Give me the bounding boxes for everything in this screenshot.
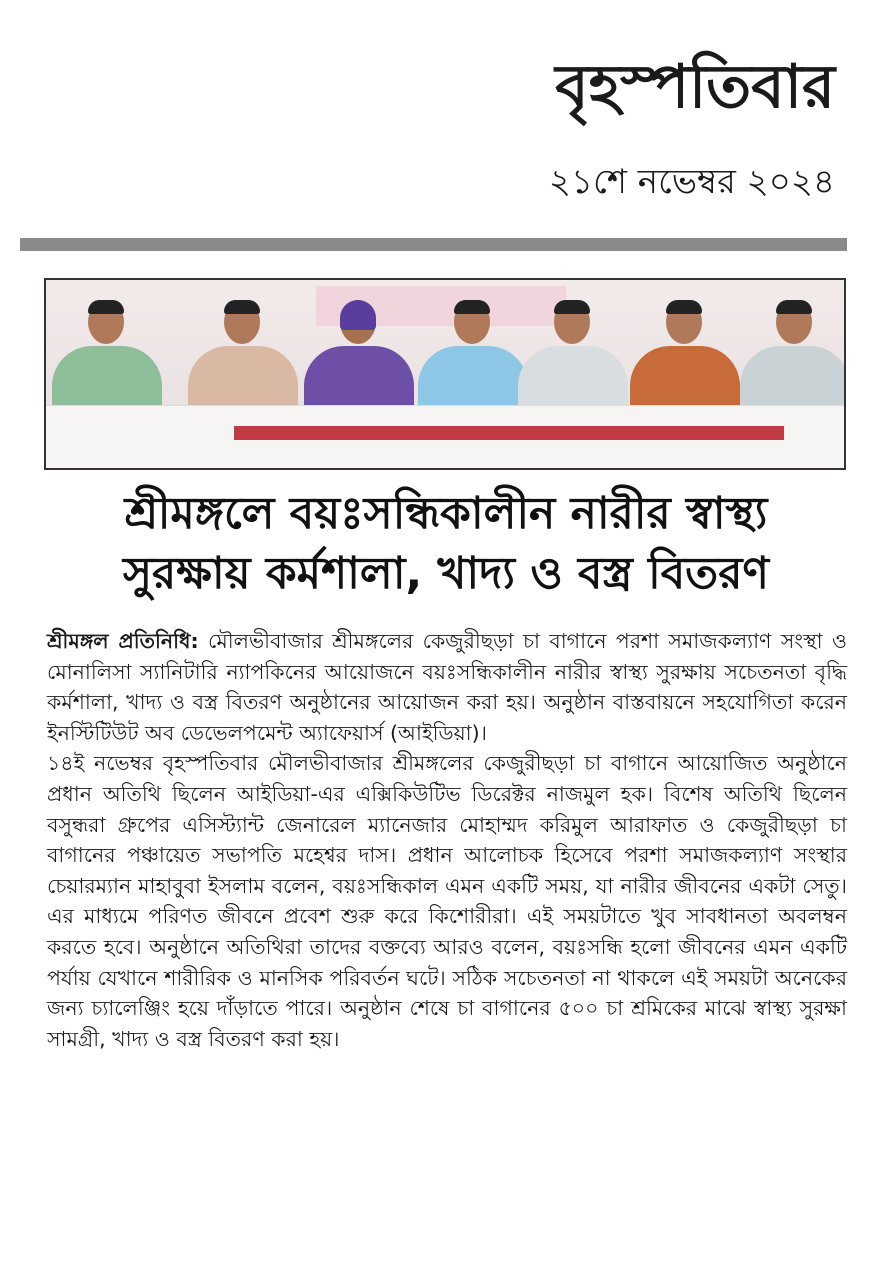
photo-person [740, 300, 846, 410]
masthead [549, 52, 835, 202]
photo-person [518, 300, 628, 410]
photo-person [304, 300, 414, 410]
masthead-date: ২১শে নভেম্বর ২০২৪ [548, 162, 835, 202]
event-photo [44, 278, 846, 470]
headline-line-2: সুরক্ষায় কর্মশালা, খাদ্য ও বস্ত্র বিতরণ [122, 548, 770, 599]
article-paragraph-1: মৌলভীবাজার শ্রীমঙ্গলের কেজুরীছড়া চা বাগানে পরশা সমাজকল্যাণ সংস্থা ও মোনালিসা স্যানিটারি ন্যাপকিনের আয়োজনে বয়ঃসন্ধিকালীন নারীর স্বাস্থ্য সুরক্ষায় সচেতনতা বৃদ্ধি কর্মশালা, খাদ্য ও বস্ত্র বিতরণ অনুষ্ঠানের আয়োজন করা হয়। অনুষ্ঠান বাস্তবায়নে সহযোগিতা করেন ইনস্টিটিউট অব ডেভেলপমেন্ট অ্যাফেয়ার্স (আইডিয়া)। [47, 629, 847, 745]
article-paragraph-2: ১৪ই নভেম্বর বৃহস্পতিবার মৌলভীবাজার শ্রীমঙ্গলের কেজুরীছড়া চা বাগানে আয়োজিত অনুষ্ঠানে প্রধান অতিথি ছিলেন আইডিয়া-এর এক্সিকিউটিভ ডিরেক্টর নাজমুল হক। বিশেষ অতিথি ছিলেন বসুন্ধরা গ্রুপের এসিস্ট্যান্ট জেনারেল ম্যানেজার মোহাম্মদ করিমুল আরাফাত ও কেজুরীছড়া চা বাগানের পঞ্চায়েত সভাপতি মহেশ্বর দাস। প্রধান আলোচক হিসেবে পরশা সমাজকল্যাণ সংস্থার চেয়ারম্যান মাহাবুবা ইসলাম বলেন, বয়ঃসন্ধিকাল এমন একটি সময়, যা নারীর জীবনের একটা সেতু। এর মাধ্যমে পরিণত জীবনে প্রবেশ শুরু করে কিশোরীরা। এই সময়টাতে খুব সাবধানতা অবলম্বন করতে হবে। অনুষ্ঠানে অতিথিরা তাদের বক্তব্যে আরও বলেন, বয়ঃসন্ধি হলো জীবনের এমন একটি পর্যায় যেখানে শারীরিক ও মানসিক পরিবর্তন ঘটে। সঠিক সচেতনতা না থাকলে এই সময়টা অনেকের জন্য চ্যালেঞ্জিং হয়ে দাঁড়াতে পারে। অনুষ্ঠান শেষে চা বাগানের ৫০০ চা শ্রমিকের মাঝে স্বাস্থ্য সুরক্ষা সামগ্রী, খাদ্য ও বস্ত্র বিতরণ করা হয়। [47, 751, 847, 1051]
photo-table-banner [234, 426, 784, 440]
photo-person [52, 300, 162, 410]
article-headline [40, 484, 852, 604]
article-body [47, 626, 847, 1054]
headline-line-1: শ্রীমঙ্গলে বয়ঃসন্ধিকালীন নারীর স্বাস্থ্য [124, 488, 768, 539]
section-divider [20, 238, 847, 251]
masthead-day: বৃহস্পতিবার [555, 52, 835, 122]
photo-person [418, 300, 528, 410]
photo-person [630, 300, 740, 410]
photo-person [188, 300, 298, 410]
article-byline: শ্রীমঙ্গল প্রতিনিধি: [47, 629, 199, 653]
